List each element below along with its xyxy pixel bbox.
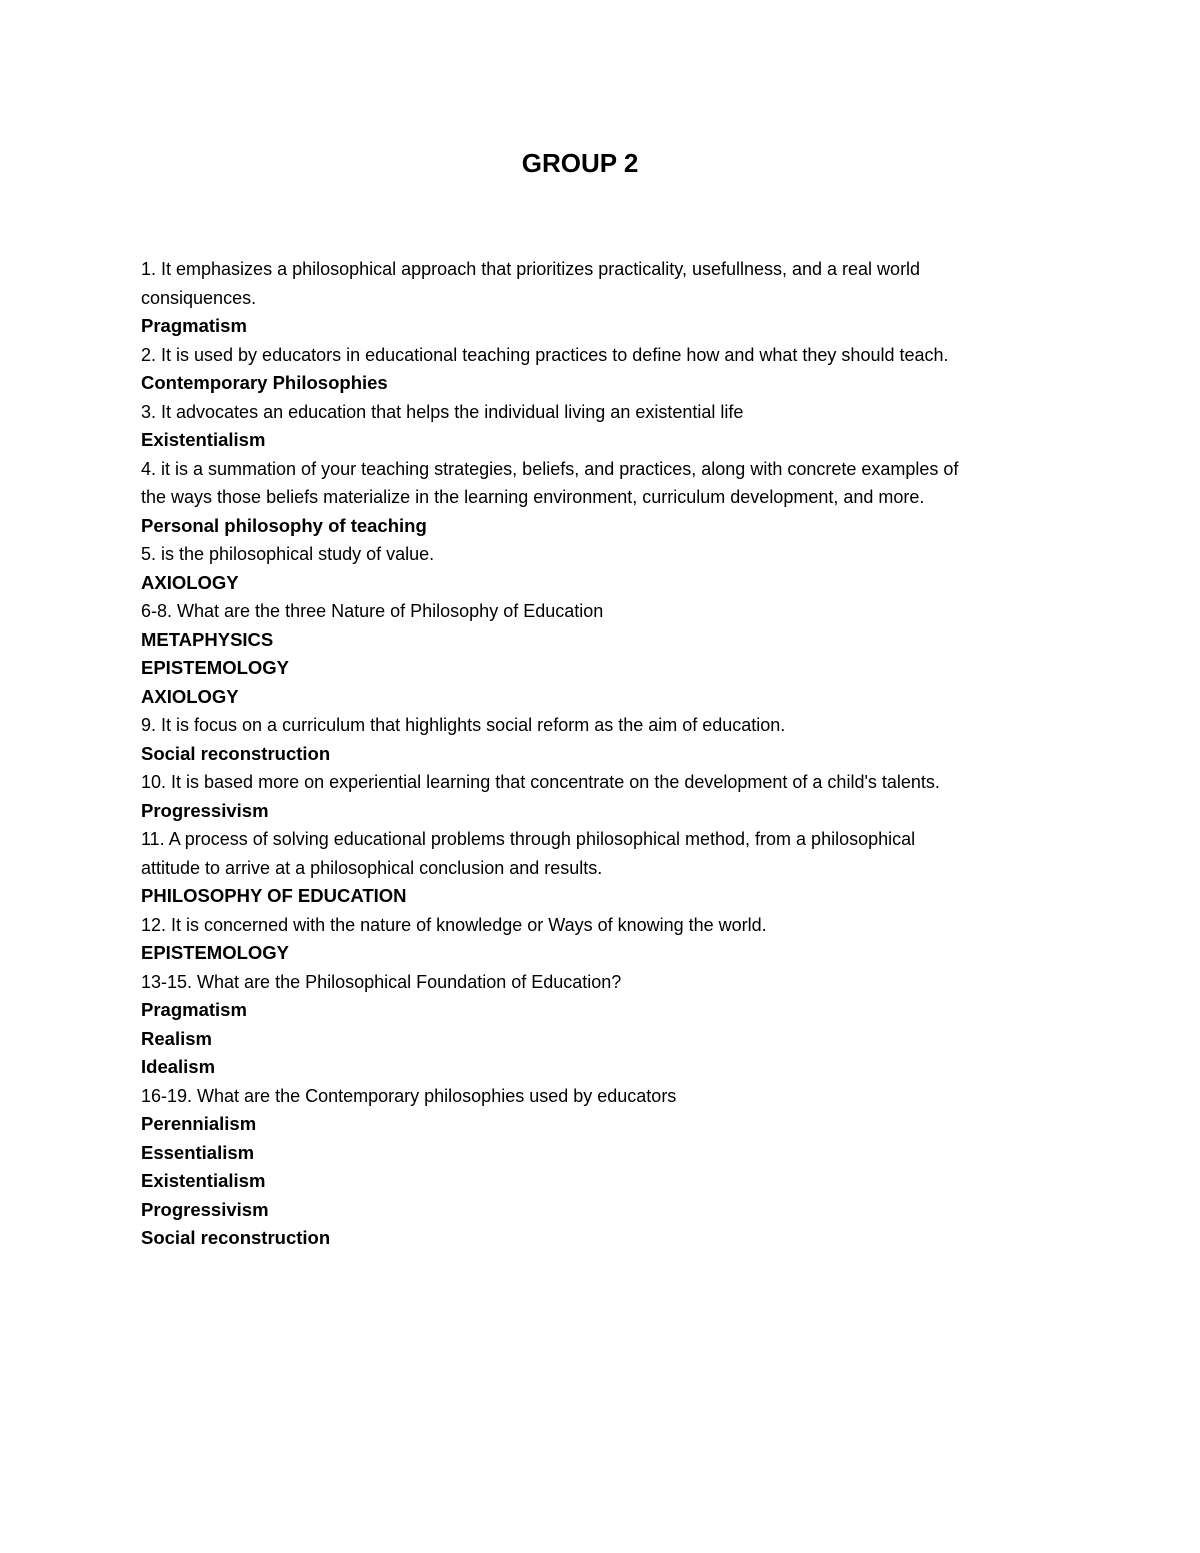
question-text: 10. It is based more on experiential learning that concentrate on the development of a child's talents.: [141, 772, 940, 792]
document-title: GROUP 2: [521, 148, 639, 178]
answer-text: Personal philosophy of teaching: [141, 514, 427, 536]
question-text: 16-19. What are the Contemporary philosophies used by educators: [141, 1085, 677, 1106]
answer-text: Existentialism: [141, 1170, 266, 1191]
answer-text: EPISTEMOLOGY: [141, 942, 290, 963]
answer-text: Contemporary Philosophies: [141, 372, 388, 393]
answer-text: Pragmatism: [141, 999, 247, 1020]
answer-text: Social reconstruction: [141, 742, 331, 764]
answer-text: AXIOLOGY: [141, 685, 239, 707]
answer-text: Idealism: [141, 1056, 216, 1077]
question-text: 1. It emphasizes a philosophical approach that prioritizes practicality, usefullness, and a real world: [141, 259, 921, 279]
answer-text: Existentialism: [141, 429, 266, 450]
question-text: 9. It is focus on a curriculum that highlights social reform as the aim of education.: [141, 715, 786, 735]
answer-text: Progressivism: [141, 799, 269, 821]
question-list: [141, 255, 1061, 1253]
question-text: 6-8. What are the three Nature of Philosophy of Education: [141, 601, 604, 621]
question-text: 12. It is concerned with the nature of knowledge or Ways of knowing the world.: [141, 914, 767, 935]
question-text: 5. is the philosophical study of value.: [141, 544, 435, 564]
answer-text: Social reconstruction: [141, 1227, 331, 1248]
question-text: attitude to arrive at a philosophical conclusion and results.: [141, 857, 603, 878]
answer-text: Realism: [141, 1027, 212, 1049]
answer-text: EPISTEMOLOGY: [141, 657, 290, 678]
answer-text: Perennialism: [141, 1113, 257, 1134]
question-text: consiquences.: [141, 287, 257, 308]
answer-text: AXIOLOGY: [141, 571, 239, 593]
question-text: the ways those beliefs materialize in the learning environment, curriculum development, and more.: [141, 487, 925, 507]
answer-text: METAPHYSICS: [141, 628, 274, 650]
question-text: 2. It is used by educators in educational teaching practices to define how and what they should teach.: [141, 344, 949, 365]
question-text: 11. A process of solving educational problems through philosophical method, from a philosophical: [141, 829, 916, 849]
answer-text: Essentialism: [141, 1141, 255, 1163]
answer-text: Progressivism: [141, 1198, 269, 1220]
answer-text: PHILOSOPHY OF EDUCATION: [141, 885, 407, 906]
question-text: 4. it is a summation of your teaching strategies, beliefs, and practices, along with concrete examples of: [141, 458, 959, 479]
question-text: 3. It advocates an education that helps the individual living an existential life: [141, 401, 744, 422]
answer-text: Pragmatism: [141, 315, 247, 336]
question-text: 13-15. What are the Philosophical Foundation of Education?: [141, 971, 622, 992]
